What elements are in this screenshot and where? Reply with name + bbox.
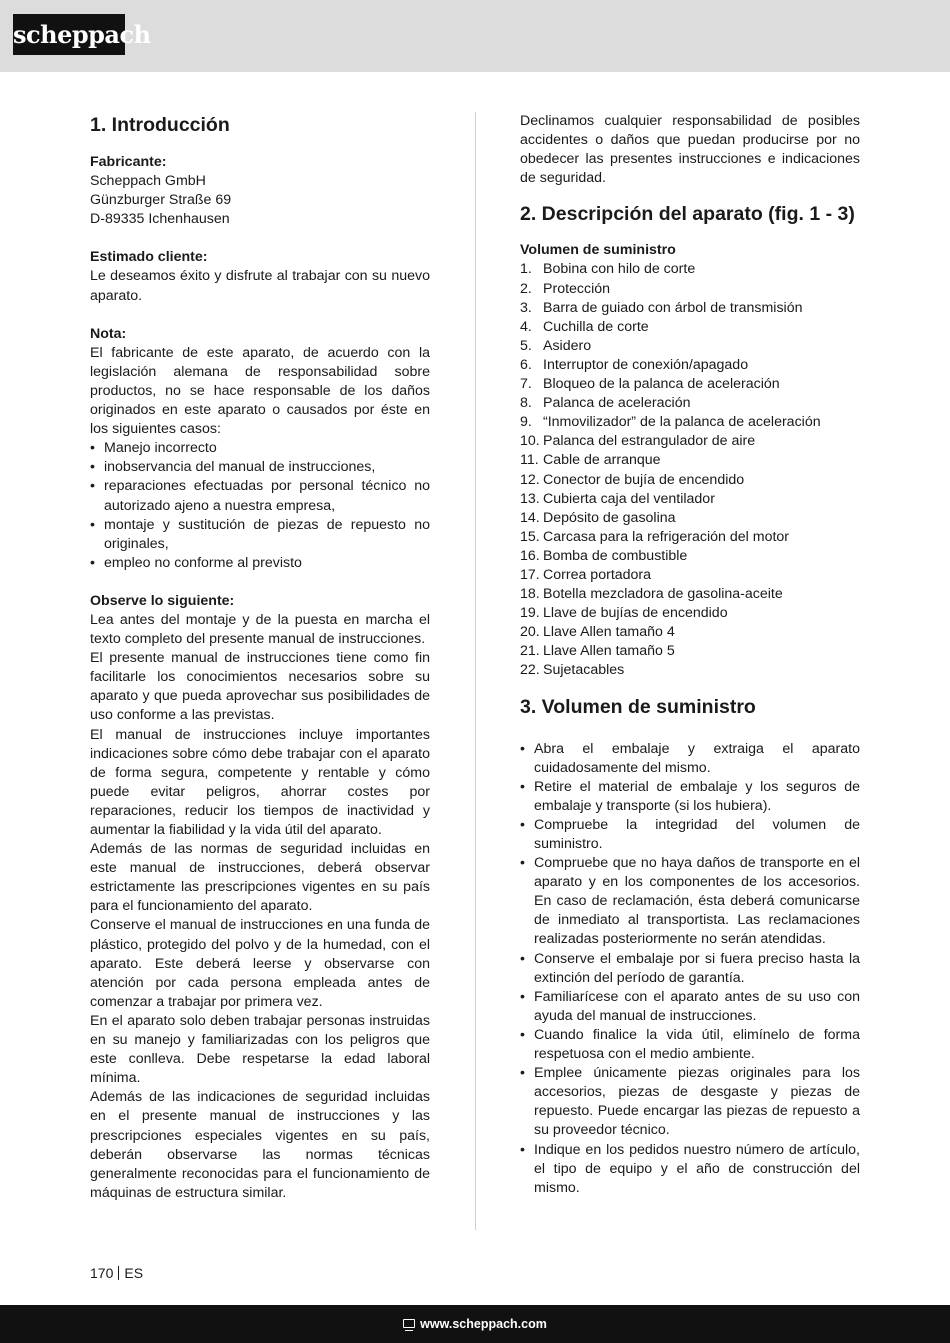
list-item: • Compruebe que no haya daños de transporte en el aparato y en los componentes de los accesorios. En caso de reclamación, ésta deberá comunicarse de inmediato al transportista. Las reclamaciones realizadas posteriormente no serán atendidas. — [520, 854, 860, 949]
observe-paragraph: Además de las indicaciones de seguridad incluidas en el presente manual de instrucciones y las prescripciones especiales vigentes en su país, deberán observarse las normas técnicas generalmente reconocidas para el funcionamiento de máquinas de estructura similar. — [90, 1089, 430, 1201]
item-number: 11. — [520, 452, 539, 469]
item-number: 19. — [520, 605, 540, 622]
manufacturer-label: Fabricante: — [90, 154, 167, 170]
parts-list — [520, 260, 860, 680]
list-item — [520, 299, 860, 318]
section-3-title: 3. Volumen de suministro — [520, 695, 756, 718]
separator — [118, 1266, 119, 1280]
item-number: 21. — [520, 643, 540, 660]
item-label: Palanca de aceleración — [543, 395, 691, 412]
item-label: Cable de arranque — [543, 452, 661, 469]
supply-bullet-list — [520, 740, 860, 1198]
item-number: 7. — [520, 376, 532, 393]
item-number: 15. — [520, 528, 540, 545]
scheppach-logo: scheppach — [13, 14, 125, 55]
item-label: Bloqueo de la palanca de aceleración — [543, 376, 780, 393]
customer-label: Estimado cliente: — [90, 249, 208, 266]
right-column — [520, 112, 860, 1198]
list-item: • Compruebe la integridad del volumen de suministro. — [520, 816, 860, 854]
list-item: • montaje y sustitución de piezas de repuesto no originales, — [90, 516, 430, 554]
item-label: Llave Allen tamaño 4 — [543, 624, 675, 641]
list-item — [520, 318, 860, 337]
column-divider — [475, 112, 476, 1230]
item-number: 5. — [520, 337, 532, 354]
item-number: 3. — [520, 299, 532, 316]
list-item: • empleo no conforme al previsto — [90, 554, 430, 573]
list-item: • inobservancia del manual de instrucciones, — [90, 458, 430, 477]
item-number: 14. — [520, 509, 540, 526]
list-item — [520, 509, 860, 528]
item-number: 18. — [520, 586, 540, 603]
section-2-title: 2. Descripción del aparato (fig. 1 - 3) — [520, 203, 855, 226]
observe-paragraph: Lea antes del montaje y de la puesta en marcha el texto completo del presente manual de instrucciones. — [90, 611, 430, 648]
note-bullet-list — [90, 439, 430, 573]
list-item — [520, 432, 860, 451]
list-item — [520, 547, 860, 566]
list-item — [520, 394, 860, 413]
customer-text: Le deseamos éxito y disfrute al trabajar con su nuevo aparato. — [90, 268, 430, 304]
list-item — [520, 623, 860, 642]
item-label: Llave de bujías de encendido — [543, 605, 728, 622]
list-item: • Emplee únicamente piezas originales para los accesorios, piezas de desgaste y piezas de repuesto. Puede encargar las piezas de repuesto a su proveedor técnico. — [520, 1064, 860, 1140]
item-label: Bomba de combustible — [543, 547, 688, 564]
section-1-title: 1. Introducción — [90, 114, 230, 136]
note-label: Nota: — [90, 325, 127, 342]
item-label: Botella mezcladora de gasolina-aceite — [543, 586, 783, 603]
language-code: ES — [124, 1265, 144, 1281]
observe-paragraph: El manual de instrucciones incluye importantes indicaciones sobre cómo debe trabajar con el aparato de forma segura, competente y rentable y cómo puede evitar peligros, ahorrar costes por reparaciones, reducir los tiempos de inactividad y aumentar la fiabilidad y la vida útil del aparato. — [90, 726, 430, 838]
item-label: “Inmovilizador” de la palanca de aceleración — [543, 414, 821, 431]
item-label: Sujetacables — [543, 662, 625, 679]
list-item: • Cuando finalice la vida útil, elimínelo de forma respetuosa con el medio ambiente. — [520, 1026, 860, 1064]
list-item: • Conserve el embalaje por si fuera preciso hasta la extinción del período de garantía. — [520, 950, 860, 988]
item-number: 1. — [520, 261, 532, 278]
list-item — [520, 566, 860, 585]
disclaimer-text: Declinamos cualquier responsabilidad de posibles accidentes o daños que puedan producirse por no obedecer las presentes instrucciones e indicaciones de seguridad. — [520, 113, 860, 187]
page-footer — [90, 1265, 143, 1281]
list-item — [520, 642, 860, 661]
header-bar — [0, 0, 950, 72]
item-number: 10. — [520, 433, 540, 450]
left-column — [90, 112, 430, 1203]
item-label: Depósito de gasolina — [543, 509, 676, 526]
item-number: 4. — [520, 318, 532, 335]
list-item — [520, 260, 860, 279]
list-item — [520, 280, 860, 299]
observe-paragraph: Además de las normas de seguridad incluidas en este manual de instrucciones, deberá observar estrictamente las prescripciones vigentes en su país para el funcionamiento del aparato. — [90, 841, 430, 915]
item-number: 9. — [520, 414, 532, 431]
list-item — [520, 585, 860, 604]
item-number: 2. — [520, 280, 532, 297]
observe-paragraph: En el aparato solo deben trabajar personas instruidas en su manejo y familiarizadas con los peligros que este conlleva. Debe respetarse la edad laboral mínima. — [90, 1012, 430, 1087]
list-item: • reparaciones efectuadas por personal técnico no autorizado ajeno a nuestra empresa, — [90, 477, 430, 515]
list-item: • Manejo incorrecto — [90, 439, 430, 458]
website-link[interactable]: www.scheppach.com — [420, 1317, 547, 1331]
list-item: • Indique en los pedidos nuestro número de artículo, el tipo de equipo y el año de construcción del mismo. — [520, 1141, 860, 1198]
list-item: • Abra el embalaje y extraiga el aparato cuidadosamente del mismo. — [520, 740, 860, 778]
list-item — [520, 490, 860, 509]
list-item — [520, 356, 860, 375]
list-item — [520, 375, 860, 394]
list-item — [520, 528, 860, 547]
item-label: Llave Allen tamaño 5 — [543, 643, 675, 660]
item-number: 12. — [520, 471, 540, 488]
observe-label: Observe lo siguiente: — [90, 592, 235, 609]
page-number: 170 — [90, 1265, 114, 1281]
list-item — [520, 337, 860, 356]
bottom-bar — [0, 1305, 950, 1343]
item-label: Barra de guiado con árbol de transmisión — [543, 299, 803, 316]
item-label: Bobina con hilo de corte — [543, 261, 696, 278]
item-label: Carcasa para la refrigeración del motor — [543, 528, 790, 545]
manufacturer-line: Scheppach GmbH — [90, 173, 206, 190]
item-label: Cuchilla de corte — [543, 318, 649, 335]
note-text: El fabricante de este aparato, de acuerdo con la legislación alemana de responsabilidad sobre productos, no se hace responsable de los daños originados en este aparato o causados por éste en los siguientes casos: — [90, 344, 430, 438]
list-item: • Retire el material de embalaje y los seguros de embalaje y transporte (si los hubiera). — [520, 778, 860, 816]
monitor-icon — [403, 1319, 415, 1328]
item-number: 6. — [520, 356, 532, 373]
item-label: Conector de bujía de encendido — [543, 471, 745, 488]
list-item — [520, 451, 860, 470]
item-label: Correa portadora — [543, 566, 652, 583]
item-label: Interruptor de conexión/apagado — [543, 356, 749, 373]
item-label: Palanca del estrangulador de aire — [543, 433, 756, 450]
manufacturer-line: Günzburger Straße 69 — [90, 192, 232, 209]
item-label: Asidero — [543, 337, 592, 354]
list-item — [520, 413, 860, 432]
item-number: 22. — [520, 662, 540, 679]
item-number: 8. — [520, 395, 532, 412]
list-item — [520, 661, 860, 680]
supply-label: Volumen de suministro — [520, 242, 676, 259]
item-number: 20. — [520, 624, 540, 641]
item-label: Cubierta caja del ventilador — [543, 490, 715, 507]
list-item: • Familiarícese con el aparato antes de su uso con ayuda del manual de instrucciones. — [520, 988, 860, 1026]
list-item — [520, 471, 860, 490]
item-number: 17. — [520, 566, 540, 583]
list-item — [520, 604, 860, 623]
observe-paragraph: Conserve el manual de instrucciones en una funda de plástico, protegido del polvo y de la humedad, con el aparato. Este deberá leerse y observarse con atención por cada persona empleada antes de comenzar a trabajar por primera vez. — [90, 917, 430, 1010]
observe-paragraph: El presente manual de instrucciones tiene como fin facilitarle los conocimientos necesarios sobre su aparato y que pueda aprovechar sus posibilidades de uso conforme a las previstas. — [90, 650, 430, 724]
item-number: 13. — [520, 490, 540, 507]
manufacturer-line: D-89335 Ichenhausen — [90, 211, 230, 228]
item-number: 16. — [520, 547, 540, 564]
item-label: Protección — [543, 280, 611, 297]
